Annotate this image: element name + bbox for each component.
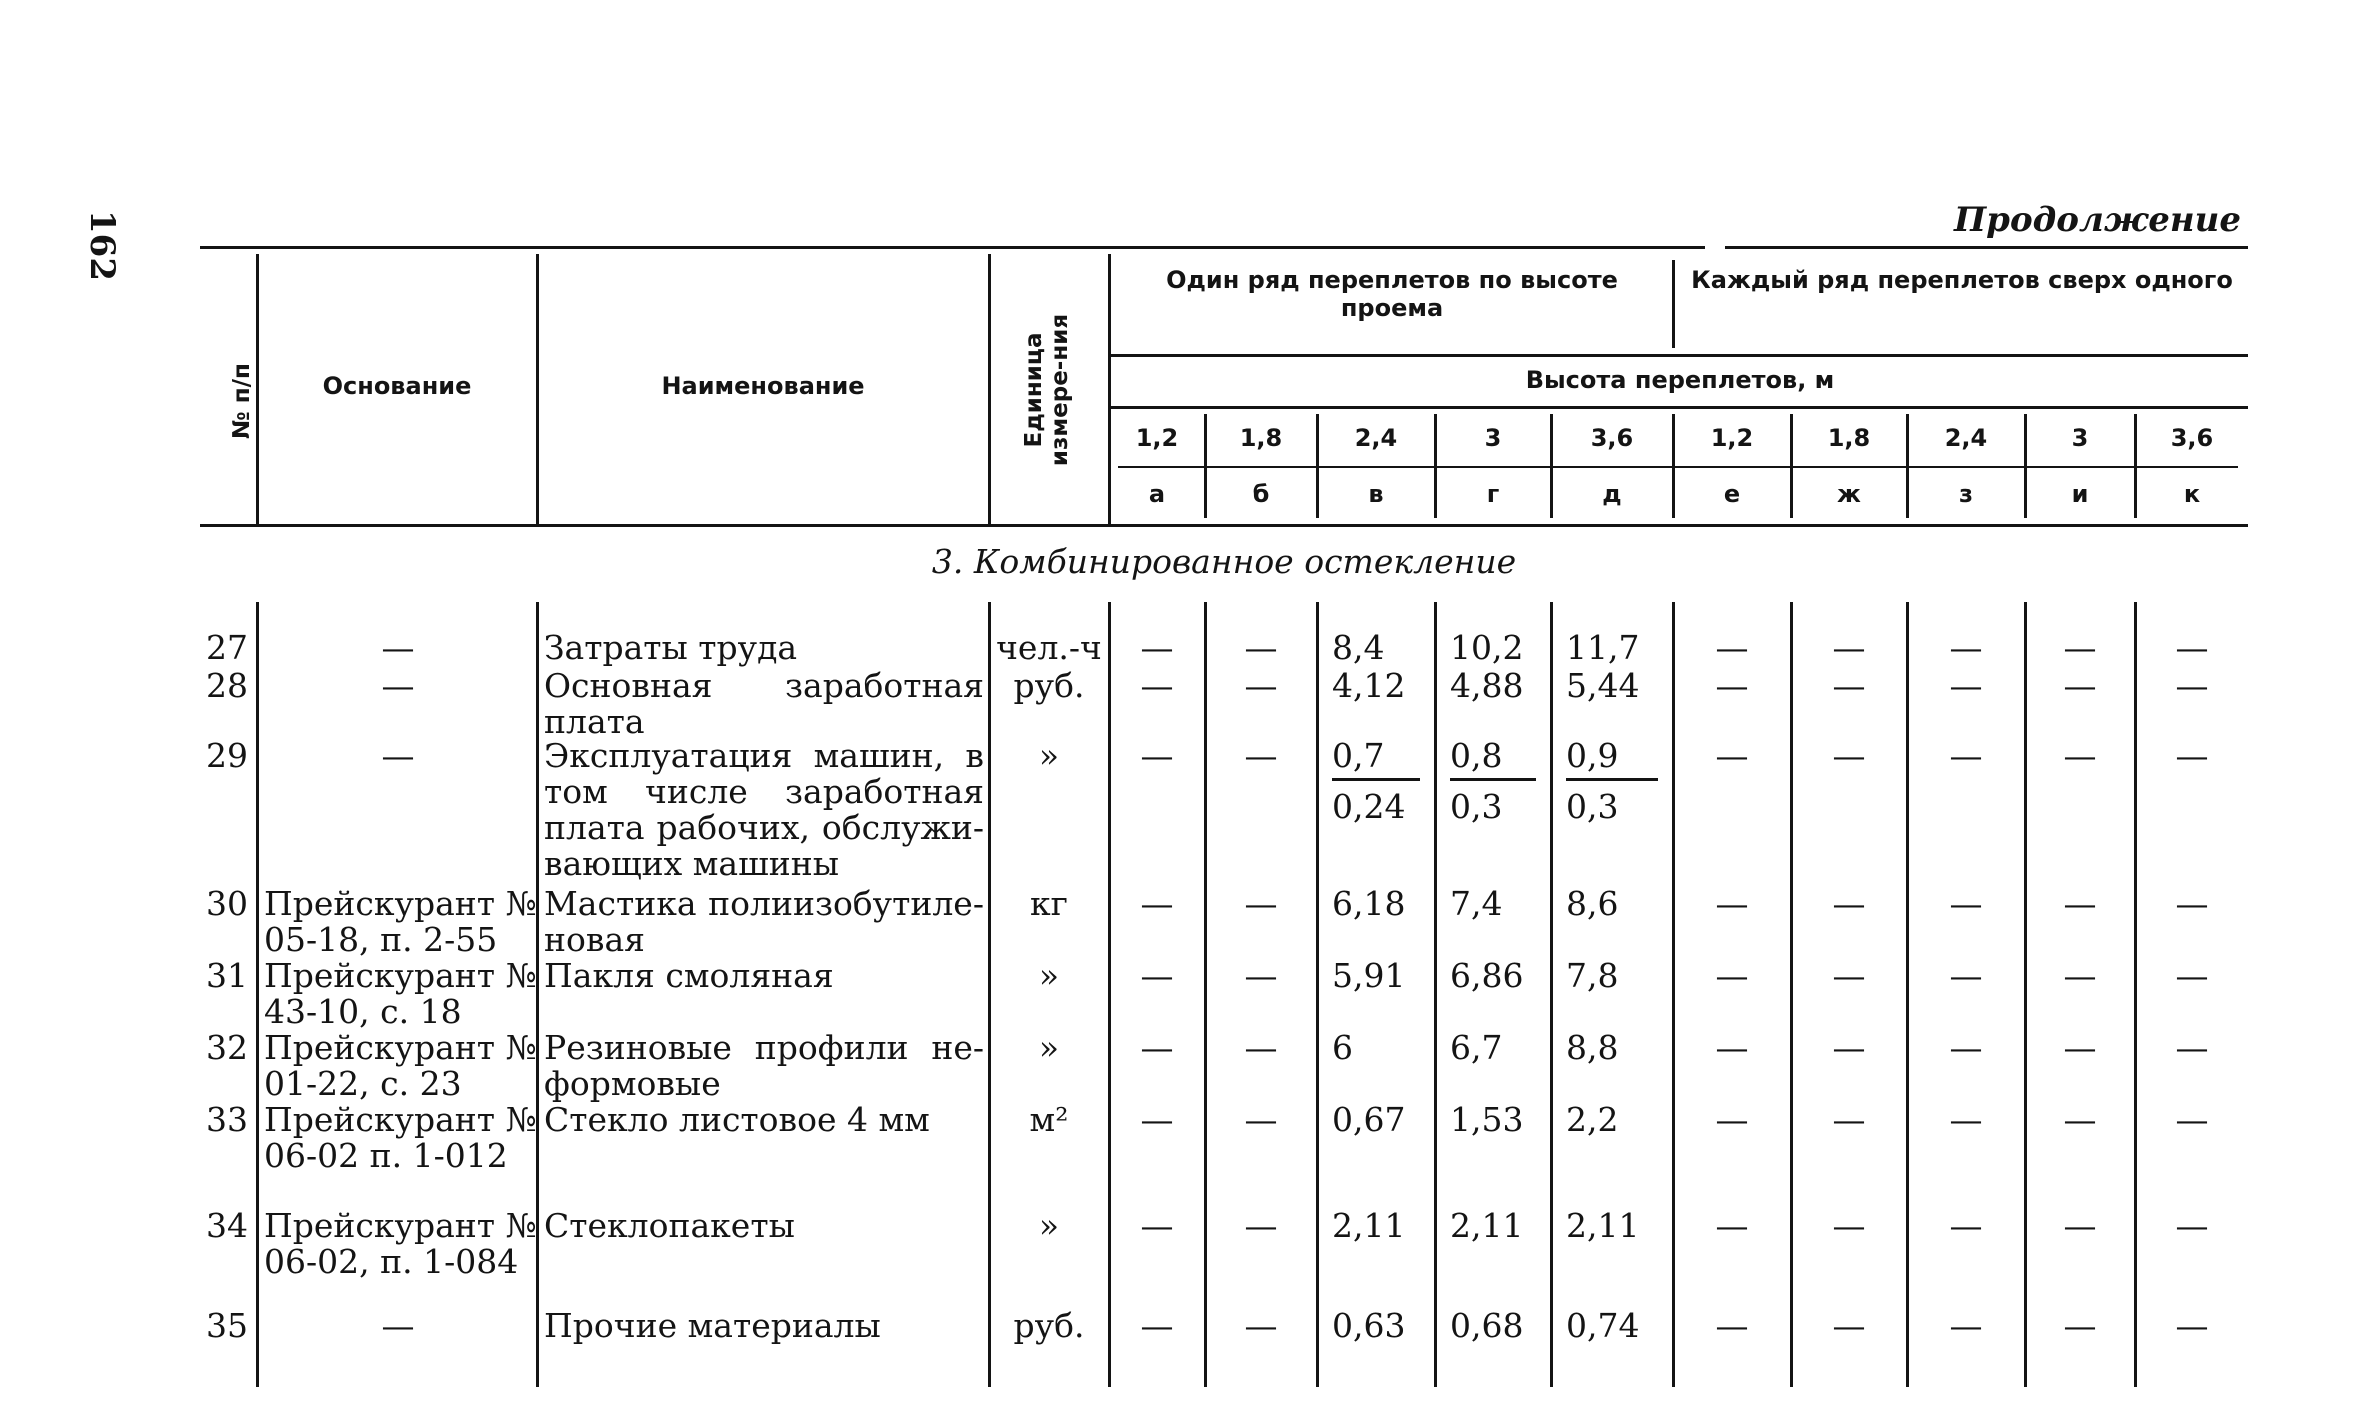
hdr-vline-group [1672,260,1675,348]
letters-rule [1118,466,2238,468]
value-dash: — [1244,956,1278,995]
value-dash: — [2063,628,2097,667]
value-dash: — [2175,1100,2209,1139]
value-dash: — [2175,1206,2209,1245]
body-vline-3 [988,602,991,1387]
basis-text: Прейскурант № 01-22, с. 23 [264,1028,537,1103]
value-dash: — [2063,1306,2097,1345]
unit-value: руб. [1013,1306,1085,1345]
row-number: 32 [206,1028,248,1067]
value-dash: — [1949,628,1983,667]
height-value: 3,6 [1590,424,1634,452]
value-dash: — [1832,1028,1866,1067]
value-dash: — [1949,666,1983,705]
unit-value: чел.-ч [996,628,1102,667]
row-number: 35 [206,1306,248,1345]
item-name: Мастика полиизобутиле-новая [544,884,984,959]
height-value: 1,2 [1135,424,1179,452]
height-value: 3 [1484,424,1502,452]
value-cell: 2,11 [1450,1206,1524,1245]
value-dash: — [2175,884,2209,923]
value-cell: 2,11 [1332,1206,1406,1245]
row-number: 31 [206,956,248,995]
item-name: Затраты труда [544,628,798,667]
value-cell: 6,7 [1450,1028,1503,1067]
body-vline-7 [1434,602,1437,1387]
value-dash: — [2175,666,2209,705]
value-dash: — [1832,666,1866,705]
top-rule-right [1725,246,2248,249]
column-letter: з [1959,480,1973,508]
body-vline-9 [1672,602,1675,1387]
unit-value: руб. [1013,666,1085,705]
value-cell: 2,2 [1566,1100,1619,1139]
value-dash: — [1832,884,1866,923]
item-name: Эксплуатация машин, в том числе заработная плата рабочих, обслужи-вающих машины [544,736,984,883]
value-cell: 4,12 [1332,666,1406,705]
basis-dash: — [381,736,415,775]
value-dash: — [1140,956,1174,995]
header-basis: Основание [322,372,472,400]
height-value: 3 [2071,424,2089,452]
column-letter: в [1368,480,1384,508]
fraction-denominator: 0,3 [1566,787,1619,826]
value-dash: — [1715,1100,1749,1139]
value-dash: — [1244,736,1278,775]
value-dash: — [1949,1206,1983,1245]
fraction-value [1566,738,1658,825]
norms-table [200,240,2248,1390]
basis-text: Прейскурант № 05-18, п. 2-55 [264,884,537,959]
value-dash: — [1949,956,1983,995]
basis-text: Прейскурант № 43-10, с. 18 [264,956,537,1031]
value-cell: 6,86 [1450,956,1524,995]
body-vline-5 [1204,602,1207,1387]
body-vline-10 [1790,602,1793,1387]
body-vline-12 [2024,602,2027,1387]
basis-dash: — [381,628,415,667]
value-cell: 5,91 [1332,956,1406,995]
height-value: 2,4 [1944,424,1988,452]
continuation-label: Продолжение [1954,200,2241,240]
value-dash: — [1832,1306,1866,1345]
page-number: 162 [82,210,122,281]
basis-text: Прейскурант № 06-02 п. 1-012 [264,1100,537,1175]
value-cell: 11,7 [1566,628,1640,667]
value-cell: 0,68 [1450,1306,1524,1345]
heights-rule [1110,406,2248,409]
body-vline-11 [1906,602,1909,1387]
value-dash: — [1715,1206,1749,1245]
value-dash: — [1949,736,1983,775]
value-dash: — [1949,1100,1983,1139]
value-cell: 8,6 [1566,884,1619,923]
value-dash: — [1140,1028,1174,1067]
value-dash: — [1949,1028,1983,1067]
row-number: 34 [206,1206,248,1245]
fraction-denominator: 0,24 [1332,787,1406,826]
value-dash: — [1140,736,1174,775]
value-dash: — [1832,1206,1866,1245]
value-dash: — [1715,956,1749,995]
height-value: 1,8 [1827,424,1871,452]
value-dash: — [1244,1306,1278,1345]
value-dash: — [1715,884,1749,923]
header-bottom-rule [200,524,2248,527]
row-number: 33 [206,1100,248,1139]
column-letter: д [1602,480,1622,508]
unit-value: » [1038,1206,1060,1245]
value-dash: — [2063,884,2097,923]
value-dash: — [2175,1028,2209,1067]
basis-dash: — [381,666,415,705]
value-dash: — [2175,736,2209,775]
item-name: Резиновые профили не-формовые [544,1028,984,1103]
value-cell: 0,74 [1566,1306,1640,1345]
row-number: 30 [206,884,248,923]
value-dash: — [1140,1100,1174,1139]
item-name: Основная заработная плата [544,666,984,741]
value-dash: — [1949,884,1983,923]
basis-text: Прейскурант № 06-02, п. 1-084 [264,1206,537,1281]
column-letter: и [2071,480,2089,508]
group-rule [1110,354,2248,357]
value-dash: — [1140,1206,1174,1245]
height-value: 1,2 [1710,424,1754,452]
fraction-value [1450,738,1536,825]
fraction-numerator: 0,8 [1450,738,1536,781]
value-dash: — [1244,666,1278,705]
value-dash: — [2063,736,2097,775]
row-number: 29 [206,736,248,775]
value-dash: — [2063,666,2097,705]
item-name: Прочие материалы [544,1306,881,1345]
column-letter: а [1148,480,1166,508]
value-dash: — [1140,666,1174,705]
header-name: Наименование [661,372,865,400]
value-dash: — [1949,1306,1983,1345]
top-rule-left [200,246,1705,249]
value-dash: — [1715,628,1749,667]
value-cell: 8,4 [1332,628,1385,667]
item-name: Стекло листовое 4 мм [544,1100,930,1139]
fraction-denominator: 0,3 [1450,787,1503,826]
row-number: 27 [206,628,248,667]
basis-dash: — [381,1306,415,1345]
value-dash: — [1244,1100,1278,1139]
height-value: 3,6 [2170,424,2214,452]
value-cell: 1,53 [1450,1100,1524,1139]
value-cell: 0,63 [1332,1306,1406,1345]
value-cell: 0,67 [1332,1100,1406,1139]
value-cell: 7,4 [1450,884,1503,923]
value-cell: 10,2 [1450,628,1524,667]
value-dash: — [2175,956,2209,995]
fraction-numerator: 0,9 [1566,738,1658,781]
value-dash: — [1140,628,1174,667]
value-cell: 2,11 [1566,1206,1640,1245]
value-dash: — [1244,884,1278,923]
column-letter: е [1723,480,1741,508]
item-name: Стеклопакеты [544,1206,795,1245]
value-dash: — [1715,1306,1749,1345]
unit-value: » [1038,1028,1060,1067]
value-cell: 7,8 [1566,956,1619,995]
height-value: 2,4 [1354,424,1398,452]
value-dash: — [2063,1100,2097,1139]
row-number: 28 [206,666,248,705]
column-letter: г [1486,480,1500,508]
header-group-each-row: Каждый ряд переплетов сверх одного [1691,266,2233,294]
header-heights-label: Высота переплетов, м [1525,366,1835,394]
height-value: 1,8 [1239,424,1283,452]
value-dash: — [2175,628,2209,667]
value-dash: — [1715,736,1749,775]
value-dash: — [1832,956,1866,995]
value-dash: — [2063,1206,2097,1245]
fraction-numerator: 0,7 [1332,738,1420,781]
value-dash: — [2175,1306,2209,1345]
value-cell: 6 [1332,1028,1353,1067]
value-dash: — [1832,1100,1866,1139]
unit-value: » [1038,956,1060,995]
value-dash: — [1244,1206,1278,1245]
unit-value: м² [1029,1100,1069,1139]
value-dash: — [2063,1028,2097,1067]
column-letter: б [1252,480,1270,508]
section-title: 3. Комбинированное остекление [931,542,1517,581]
value-cell: 4,88 [1450,666,1524,705]
body-vline-8 [1550,602,1553,1387]
body-vline-6 [1316,602,1319,1387]
value-dash: — [1140,1306,1174,1345]
body-vline-4 [1108,602,1111,1387]
header-unit: Единица измере-ния [1021,313,1073,467]
value-dash: — [1244,1028,1278,1067]
unit-value: кг [1030,884,1068,923]
value-cell: 8,8 [1566,1028,1619,1067]
value-dash: — [1832,628,1866,667]
hdr-vline-3 [988,254,991,524]
value-dash: — [1140,884,1174,923]
column-letter: ж [1837,480,1861,508]
item-name: Пакля смоляная [544,956,834,995]
header-num: № п/п [229,363,255,439]
value-cell: 5,44 [1566,666,1640,705]
value-dash: — [1244,628,1278,667]
column-letter: к [2183,480,2201,508]
value-dash: — [1715,1028,1749,1067]
unit-value: » [1038,736,1060,775]
value-dash: — [1832,736,1866,775]
fraction-value [1332,738,1420,825]
body-vline-1 [256,602,259,1387]
body-vline-13 [2134,602,2137,1387]
value-dash: — [1715,666,1749,705]
value-cell: 6,18 [1332,884,1406,923]
value-dash: — [2063,956,2097,995]
header-group-one-row: Один ряд переплетов по высоте проема [1166,266,1618,322]
